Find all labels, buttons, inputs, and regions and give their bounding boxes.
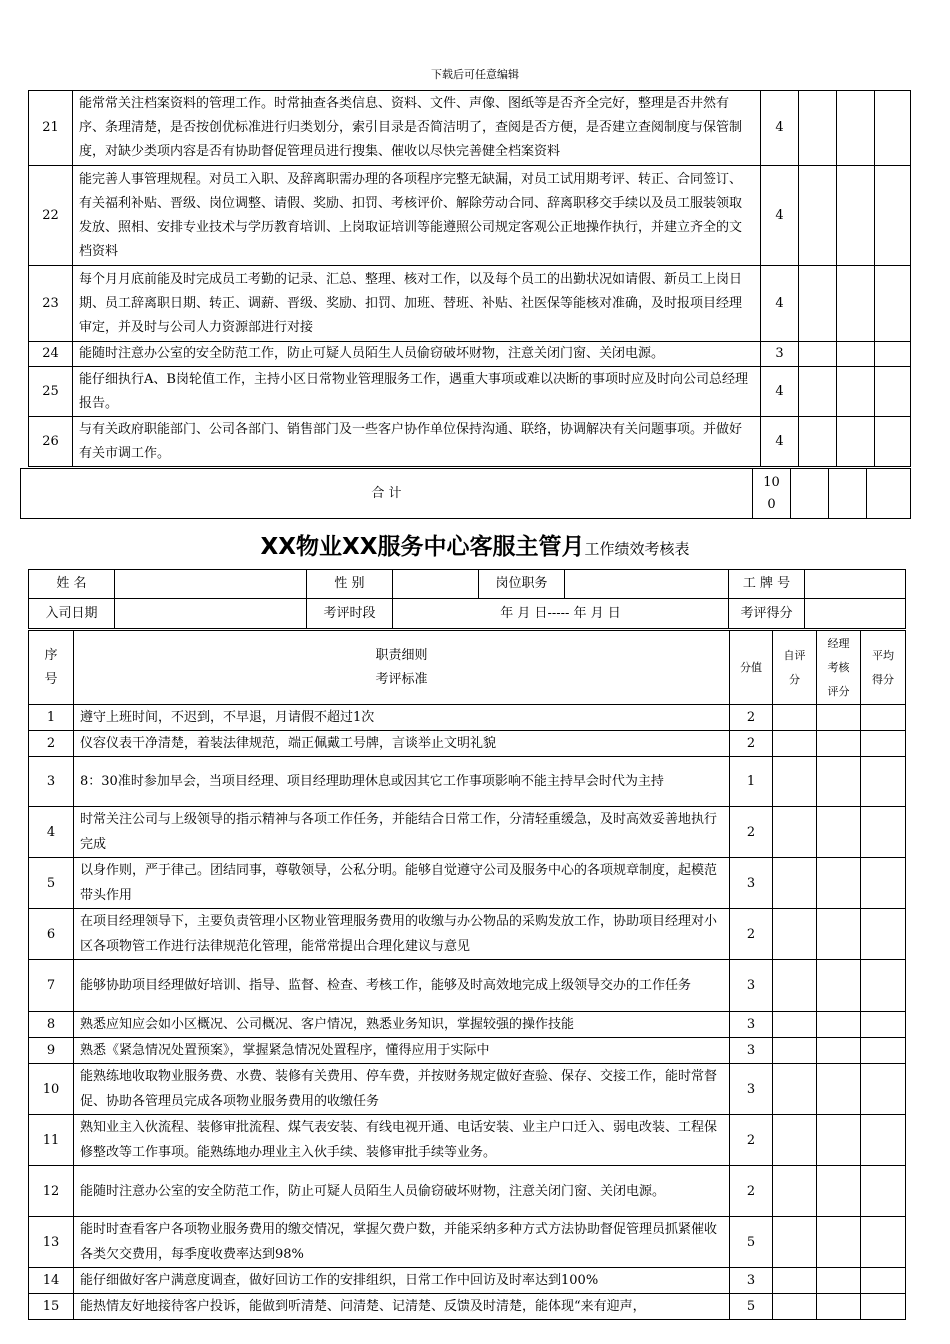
row-points: 3	[730, 1064, 773, 1115]
col-header-duty-line1: 职责细则	[375, 647, 428, 663]
row-number: 10	[29, 1064, 74, 1115]
row-average-score[interactable]	[861, 1012, 906, 1038]
row-self-score[interactable]	[773, 1038, 817, 1064]
col-header-points: 分值	[730, 631, 773, 705]
row-self-score[interactable]	[773, 1217, 817, 1268]
row-points: 2	[730, 909, 773, 960]
table-row	[29, 1012, 906, 1038]
col-header-manager-line2: 考核	[827, 660, 850, 674]
form-title-main: XX物业XX服务中心客服主管月	[260, 534, 585, 560]
row-manager-score[interactable]	[817, 807, 861, 858]
row-number: 21	[29, 91, 73, 166]
gender-label: 性 别	[307, 570, 393, 599]
row-points: 2	[730, 807, 773, 858]
row-number: 4	[29, 807, 74, 858]
row-criteria: 熟悉应知应会如小区概况、公司概况、客户情况，熟悉业务知识，掌握较强的操作技能	[74, 1012, 730, 1038]
score-label: 考评得分	[729, 599, 805, 629]
row-manager-score[interactable]	[837, 417, 875, 467]
row-criteria: 每个月月底前能及时完成员工考勤的记录、汇总、整理、核对工作，以及每个员工的出勤状况如请假、新员工上岗日期、员工辞离职日期、转正、调薪、晋级、奖励、扣罚、加班、替班、补贴、社医保等能核对准确，及时报项目经理审定，并及时与公司人力资源部进行对接	[73, 266, 761, 342]
row-average-score[interactable]	[875, 417, 911, 467]
col-header-no-line2: 号	[44, 671, 58, 687]
row-points: 4	[761, 367, 799, 417]
row-manager-score[interactable]	[817, 1115, 861, 1166]
row-self-score[interactable]	[773, 757, 817, 807]
row-self-score[interactable]	[773, 1012, 817, 1038]
row-self-score[interactable]	[799, 91, 837, 166]
row-number: 14	[29, 1268, 74, 1294]
form-title	[0, 528, 950, 561]
row-average-score[interactable]	[875, 342, 911, 367]
row-number: 24	[29, 342, 73, 367]
col-header-average-line2: 得分	[872, 672, 894, 686]
row-average-score[interactable]	[861, 1115, 906, 1166]
table-row	[29, 731, 906, 757]
col-header-no	[29, 631, 74, 705]
row-average-score[interactable]	[861, 1064, 906, 1115]
row-average-score[interactable]	[861, 731, 906, 757]
row-criteria: 遵守上班时间，不迟到，不早退，月请假不超过1次	[74, 705, 730, 731]
table-row	[29, 367, 911, 417]
entry-date-field[interactable]	[115, 599, 307, 629]
row-number: 22	[29, 166, 73, 266]
row-average-score[interactable]	[861, 1038, 906, 1064]
row-criteria: 能熟练地收取物业服务费、水费、装修有关费用、停车费，并按财务规定做好查验、保存、交接工作，能时常督促、协助各管理员完成各项物业服务费用的收缴任务	[74, 1064, 730, 1115]
row-criteria: 能随时注意办公室的安全防范工作，防止可疑人员陌生人员偷窃破坏财物，注意关闭门窗、关闭电源。	[73, 342, 761, 367]
row-self-score[interactable]	[799, 342, 837, 367]
post-field[interactable]	[565, 570, 729, 599]
row-self-score[interactable]	[773, 960, 817, 1012]
row-number: 6	[29, 909, 74, 960]
row-number: 8	[29, 1012, 74, 1038]
row-number: 7	[29, 960, 74, 1012]
row-manager-score[interactable]	[817, 909, 861, 960]
row-self-score[interactable]	[773, 705, 817, 731]
table-row	[29, 858, 906, 909]
row-points: 2	[730, 1115, 773, 1166]
row-average-score[interactable]	[861, 909, 906, 960]
row-criteria: 能热情友好地接待客户投诉，能做到听清楚、问清楚、记清楚、反馈及时清楚，能体现“来有迎声，	[74, 1294, 730, 1320]
row-average-score[interactable]	[861, 1294, 906, 1320]
form-title-sub: 工作绩效考核表	[584, 540, 690, 558]
row-average-score[interactable]	[875, 367, 911, 417]
row-points: 5	[730, 1294, 773, 1320]
row-number: 26	[29, 417, 73, 467]
row-manager-score[interactable]	[837, 367, 875, 417]
row-self-score[interactable]	[773, 909, 817, 960]
row-points: 2	[730, 1166, 773, 1217]
total-value	[753, 469, 791, 519]
table-row	[29, 342, 911, 367]
badge-label: 工 牌 号	[729, 570, 805, 599]
table-row	[29, 909, 906, 960]
table-row	[29, 960, 906, 1012]
row-points: 4	[761, 266, 799, 342]
row-average-score[interactable]	[861, 757, 906, 807]
row-criteria: 时常关注公司与上级领导的指示精神与各项工作任务，并能结合日常工作，分清轻重缓急，及时高效妥善地执行完成	[74, 807, 730, 858]
row-manager-score[interactable]	[817, 1268, 861, 1294]
row-self-score[interactable]	[773, 858, 817, 909]
col-header-average-line1: 平均	[872, 648, 894, 662]
row-points: 2	[730, 731, 773, 757]
row-average-score[interactable]	[861, 1268, 906, 1294]
total-cell-empty	[791, 469, 829, 519]
row-number: 13	[29, 1217, 74, 1268]
table-row	[29, 1166, 906, 1217]
score-field[interactable]	[805, 599, 906, 629]
row-self-score[interactable]	[799, 266, 837, 342]
period-label: 考评时段	[307, 599, 393, 629]
row-points: 3	[730, 1012, 773, 1038]
table-row	[29, 1268, 906, 1294]
row-number: 12	[29, 1166, 74, 1217]
row-self-score[interactable]	[773, 1064, 817, 1115]
period-value: 年 月 日----- 年 月 日	[393, 599, 729, 629]
row-points: 4	[761, 166, 799, 266]
col-header-duty	[74, 631, 730, 705]
row-number: 23	[29, 266, 73, 342]
row-self-score[interactable]	[799, 166, 837, 266]
row-average-score[interactable]	[861, 705, 906, 731]
row-number: 5	[29, 858, 74, 909]
name-field[interactable]	[115, 570, 307, 599]
table-row	[29, 1115, 906, 1166]
table-row	[29, 91, 911, 166]
table-row	[29, 757, 906, 807]
row-average-score[interactable]	[875, 166, 911, 266]
row-average-score[interactable]	[861, 807, 906, 858]
row-criteria: 能够协助项目经理做好培训、指导、监督、检查、考核工作，能够及时高效地完成上级领导交办的工作任务	[74, 960, 730, 1012]
col-header-manager	[817, 631, 861, 705]
row-criteria: 8：30准时参加早会，当项目经理、项目经理助理休息或因其它工作事项影响不能主持早会时代为主持	[74, 757, 730, 807]
table-row	[29, 1217, 906, 1268]
table-row	[29, 1064, 906, 1115]
row-points: 5	[730, 1217, 773, 1268]
row-manager-score[interactable]	[817, 960, 861, 1012]
row-manager-score[interactable]	[837, 342, 875, 367]
row-manager-score[interactable]	[817, 1294, 861, 1320]
gender-field[interactable]	[393, 570, 479, 599]
row-manager-score[interactable]	[817, 1217, 861, 1268]
total-cell-empty	[867, 469, 911, 519]
row-self-score[interactable]	[799, 367, 837, 417]
row-average-score[interactable]	[875, 91, 911, 166]
row-points: 3	[730, 960, 773, 1012]
row-criteria: 能仔细做好客户满意度调查，做好回访工作的安排组织，日常工作中回访及时率达到100%	[74, 1268, 730, 1294]
row-criteria: 在项目经理领导下，主要负责管理小区物业管理服务费用的收缴与办公物品的采购发放工作，协助项目经理对小区各项物管工作进行法律规范化管理，能常常提出合理化建议与意见	[74, 909, 730, 960]
row-points: 2	[730, 705, 773, 731]
name-label: 姓 名	[29, 570, 115, 599]
row-manager-score[interactable]	[817, 757, 861, 807]
row-number: 3	[29, 757, 74, 807]
row-manager-score[interactable]	[817, 858, 861, 909]
row-criteria: 能时时查看客户各项物业服务费用的缴交情况，掌握欠费户数，并能采纳多种方式方法协助督促管理员抓紧催收各类欠交费用，每季度收费率达到98%	[74, 1217, 730, 1268]
row-average-score[interactable]	[861, 960, 906, 1012]
row-criteria: 能常常关注档案资料的管理工作。时常抽查各类信息、资料、文件、声像、图纸等是否齐全完好，整理是否井然有序、条理清楚，是否按创优标准进行归类划分，索引目录是否简洁明了，查阅是否方便，是否建立查阅制度与保管制度，对缺少类项内容是否有协助督促管理员进行搜集、催收以尽快完善健全档案资料	[73, 91, 761, 166]
col-header-manager-line3: 评分	[827, 684, 850, 698]
row-self-score[interactable]	[773, 807, 817, 858]
row-criteria: 熟知业主入伙流程、装修审批流程、煤气表安装、有线电视开通、电话安装、业主户口迁入、弱电改装、工程保修整改等工作事项。能熟练地办理业主入伙手续、装修审批手续等业务。	[74, 1115, 730, 1166]
row-points: 3	[730, 1268, 773, 1294]
total-cell-empty	[829, 469, 867, 519]
total-table	[20, 468, 911, 519]
table-row	[29, 1038, 906, 1064]
badge-field[interactable]	[805, 570, 906, 599]
row-criteria: 熟悉《紧急情况处置预案》，掌握紧急情况处置程序，懂得应用于实际中	[74, 1038, 730, 1064]
row-number: 1	[29, 705, 74, 731]
row-criteria: 与有关政府职能部门、公司各部门、销售部门及一些客户协作单位保持沟通、联络，协调解决有关问题事项。并做好有关市调工作。	[73, 417, 761, 467]
table-row	[29, 807, 906, 858]
row-points: 3	[730, 858, 773, 909]
row-points: 4	[761, 417, 799, 467]
row-manager-score[interactable]	[817, 705, 861, 731]
row-points: 1	[730, 757, 773, 807]
row-self-score[interactable]	[773, 1294, 817, 1320]
col-header-average	[861, 631, 906, 705]
row-self-score[interactable]	[799, 417, 837, 467]
header-note: 下载后可任意编辑	[431, 68, 519, 81]
table-row	[29, 705, 906, 731]
col-header-self-line2: 分	[789, 672, 800, 686]
row-criteria: 能随时注意办公室的安全防范工作，防止可疑人员陌生人员偷窃破坏财物，注意关闭门窗、关闭电源。	[74, 1166, 730, 1217]
post-label: 岗位职务	[479, 570, 565, 599]
total-value-line2: 0	[767, 496, 776, 512]
row-manager-score[interactable]	[837, 266, 875, 342]
row-criteria: 能完善人事管理规程。对员工入职、及辞离职需办理的各项程序完整无缺漏，对员工试用期考评、转正、合同签订、有关福利补贴、晋级、岗位调整、请假、奖励、扣罚、考核评价、解除劳动合同、辞离职移交手续以及员工服装领取发放、照相、安排专业技术与学历教育培训、上岗取证培训等能遵照公司规定客观公正地操作执行，并建立齐全的文档资料	[73, 166, 761, 266]
table-row	[29, 1294, 906, 1320]
entry-date-label: 入司日期	[29, 599, 115, 629]
total-label: 合 计	[21, 469, 753, 519]
row-points: 3	[730, 1038, 773, 1064]
row-manager-score[interactable]	[817, 1064, 861, 1115]
row-self-score[interactable]	[773, 1268, 817, 1294]
row-number: 2	[29, 731, 74, 757]
row-manager-score[interactable]	[837, 166, 875, 266]
row-average-score[interactable]	[861, 858, 906, 909]
col-header-duty-line2: 考评标准	[375, 671, 428, 687]
table-row	[29, 266, 911, 342]
row-manager-score[interactable]	[817, 1038, 861, 1064]
col-header-self	[773, 631, 817, 705]
col-header-manager-line1: 经理	[827, 636, 850, 650]
row-manager-score[interactable]	[817, 1166, 861, 1217]
row-self-score[interactable]	[773, 1115, 817, 1166]
row-self-score[interactable]	[773, 1166, 817, 1217]
row-criteria: 能仔细执行A、B岗轮值工作，主持小区日常物业管理服务工作，遇重大事项或难以决断的事项时应及时向公司总经理报告。	[73, 367, 761, 417]
table-row	[29, 417, 911, 467]
col-header-self-line1: 自评	[783, 648, 806, 662]
row-points: 4	[761, 91, 799, 166]
employee-info-table	[28, 569, 906, 629]
col-header-no-line1: 序	[44, 647, 58, 663]
continued-assessment-table	[28, 90, 911, 467]
row-manager-score[interactable]	[817, 731, 861, 757]
row-points: 3	[761, 342, 799, 367]
table-row	[29, 166, 911, 266]
total-value-line1: 10	[763, 474, 780, 490]
row-criteria: 仪容仪表干净清楚，着装法律规范，端正佩戴工号牌，言谈举止文明礼貌	[74, 731, 730, 757]
row-average-score[interactable]	[875, 266, 911, 342]
row-number: 11	[29, 1115, 74, 1166]
row-number: 9	[29, 1038, 74, 1064]
row-manager-score[interactable]	[817, 1012, 861, 1038]
row-self-score[interactable]	[773, 731, 817, 757]
assessment-table	[28, 630, 906, 1320]
row-number: 15	[29, 1294, 74, 1320]
row-average-score[interactable]	[861, 1217, 906, 1268]
row-average-score[interactable]	[861, 1166, 906, 1217]
row-criteria: 以身作则，严于律己。团结同事，尊敬领导，公私分明。能够自觉遵守公司及服务中心的各项规章制度，起模范带头作用	[74, 858, 730, 909]
row-manager-score[interactable]	[837, 91, 875, 166]
row-number: 25	[29, 367, 73, 417]
